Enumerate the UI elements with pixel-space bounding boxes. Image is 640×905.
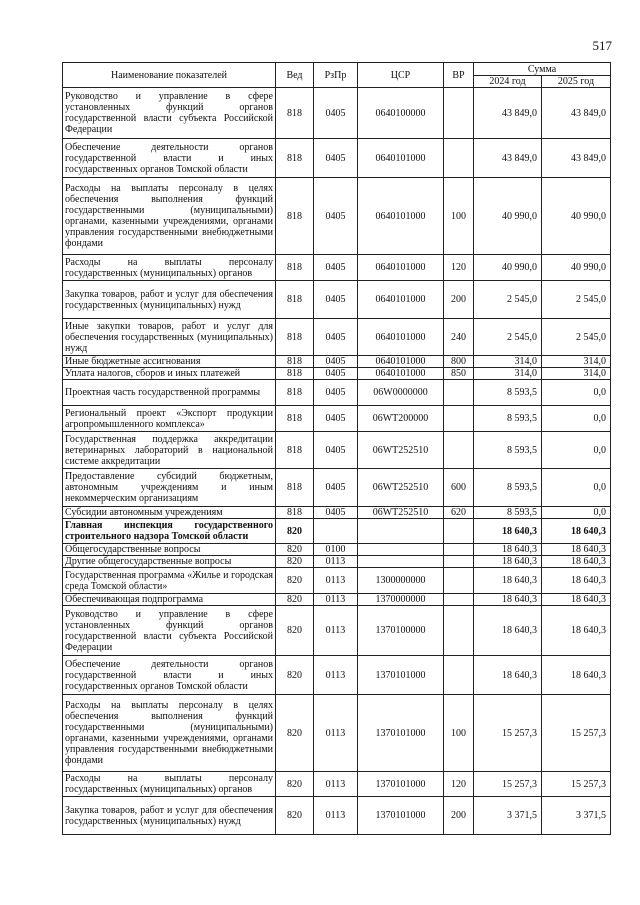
cell-2025: 18 640,3 bbox=[542, 568, 611, 594]
cell-2025: 314,0 bbox=[542, 368, 611, 380]
header-ved: Вед bbox=[276, 63, 314, 88]
cell-rzpr: 0405 bbox=[314, 356, 358, 368]
cell-name: Расходы на выплаты персоналу в целях обеспечения выполнения функций государственными (муниципальными) органами, казенными учреждениями, органами управления государственными внебюджетными фондами bbox=[63, 695, 276, 772]
cell-ved: 820 bbox=[276, 519, 314, 544]
table-row bbox=[63, 544, 611, 556]
cell-ved: 820 bbox=[276, 797, 314, 835]
cell-ved: 818 bbox=[276, 255, 314, 281]
cell-2025: 0,0 bbox=[542, 380, 611, 406]
cell-ved: 818 bbox=[276, 356, 314, 368]
header-year-2025: 2025 год bbox=[542, 76, 611, 88]
cell-csr: 1370000000 bbox=[358, 594, 444, 606]
table-row bbox=[63, 469, 611, 507]
cell-csr bbox=[358, 544, 444, 556]
cell-2024: 18 640,3 bbox=[474, 556, 542, 568]
cell-csr: 0640101000 bbox=[358, 368, 444, 380]
cell-name: Главная инспекция государственного строительного надзора Томской области bbox=[63, 519, 276, 544]
cell-rzpr: 0405 bbox=[314, 88, 358, 139]
table-row bbox=[63, 772, 611, 797]
cell-vr bbox=[444, 556, 474, 568]
cell-vr bbox=[444, 656, 474, 695]
cell-vr bbox=[444, 606, 474, 656]
cell-2025: 18 640,3 bbox=[542, 656, 611, 695]
header-name: Наименование показателей bbox=[63, 63, 276, 88]
cell-rzpr: 0113 bbox=[314, 568, 358, 594]
cell-2025: 0,0 bbox=[542, 469, 611, 507]
cell-ved: 818 bbox=[276, 319, 314, 356]
cell-2025: 18 640,3 bbox=[542, 606, 611, 656]
cell-2025: 15 257,3 bbox=[542, 772, 611, 797]
cell-2024: 18 640,3 bbox=[474, 606, 542, 656]
cell-ved: 818 bbox=[276, 368, 314, 380]
cell-2025: 43 849,0 bbox=[542, 88, 611, 139]
cell-rzpr: 0405 bbox=[314, 319, 358, 356]
cell-vr: 200 bbox=[444, 281, 474, 319]
table-row bbox=[63, 356, 611, 368]
cell-vr: 120 bbox=[444, 772, 474, 797]
cell-2024: 8 593,5 bbox=[474, 406, 542, 432]
header-year-2024: 2024 год bbox=[474, 76, 542, 88]
cell-ved: 818 bbox=[276, 281, 314, 319]
cell-rzpr: 0405 bbox=[314, 368, 358, 380]
cell-vr bbox=[444, 380, 474, 406]
table-row bbox=[63, 178, 611, 255]
cell-2024: 18 640,3 bbox=[474, 656, 542, 695]
cell-name: Предоставление субсидий бюджетным, автономным учреждениям и иным некоммерческим организациям bbox=[63, 469, 276, 507]
cell-csr: 0640101000 bbox=[358, 356, 444, 368]
cell-2024: 15 257,3 bbox=[474, 695, 542, 772]
cell-vr: 850 bbox=[444, 368, 474, 380]
cell-vr bbox=[444, 88, 474, 139]
cell-name: Закупка товаров, работ и услуг для обеспечения государственных (муниципальных) нужд bbox=[63, 281, 276, 319]
cell-csr: 06W0000000 bbox=[358, 380, 444, 406]
cell-csr: 1370101000 bbox=[358, 772, 444, 797]
cell-rzpr: 0405 bbox=[314, 281, 358, 319]
cell-2025: 18 640,3 bbox=[542, 594, 611, 606]
cell-2024: 8 593,5 bbox=[474, 469, 542, 507]
table-row bbox=[63, 88, 611, 139]
cell-rzpr: 0405 bbox=[314, 469, 358, 507]
cell-csr: 0640101000 bbox=[358, 255, 444, 281]
cell-2024: 40 990,0 bbox=[474, 255, 542, 281]
cell-name: Иные закупки товаров, работ и услуг для обеспечения государственных (муниципальных) нужд bbox=[63, 319, 276, 356]
cell-name: Руководство и управление в сфере установленных функций органов государственной власти субъекта Российской Федерации bbox=[63, 88, 276, 139]
cell-csr: 0640101000 bbox=[358, 281, 444, 319]
cell-2025: 2 545,0 bbox=[542, 281, 611, 319]
cell-2024: 18 640,3 bbox=[474, 544, 542, 556]
cell-ved: 820 bbox=[276, 695, 314, 772]
cell-name: Обеспечение деятельности органов государственной власти и иных государственных органов Томской области bbox=[63, 139, 276, 178]
table-row bbox=[63, 568, 611, 594]
cell-rzpr: 0405 bbox=[314, 178, 358, 255]
table-row bbox=[63, 556, 611, 568]
cell-rzpr: 0405 bbox=[314, 432, 358, 469]
cell-ved: 818 bbox=[276, 88, 314, 139]
cell-2024: 18 640,3 bbox=[474, 519, 542, 544]
table-row bbox=[63, 432, 611, 469]
header-csr: ЦСР bbox=[358, 63, 444, 88]
cell-rzpr: 0113 bbox=[314, 556, 358, 568]
cell-csr: 06WT252510 bbox=[358, 507, 444, 519]
cell-rzpr: 0405 bbox=[314, 406, 358, 432]
cell-name: Общегосударственные вопросы bbox=[63, 544, 276, 556]
cell-2024: 43 849,0 bbox=[474, 88, 542, 139]
cell-ved: 818 bbox=[276, 469, 314, 507]
cell-2025: 18 640,3 bbox=[542, 556, 611, 568]
cell-csr: 1370101000 bbox=[358, 695, 444, 772]
cell-vr bbox=[444, 544, 474, 556]
table-row bbox=[63, 695, 611, 772]
header-vr: ВР bbox=[444, 63, 474, 88]
table-row bbox=[63, 507, 611, 519]
cell-rzpr: 0405 bbox=[314, 507, 358, 519]
cell-vr bbox=[444, 139, 474, 178]
cell-name: Руководство и управление в сфере установленных функций органов государственной власти субъекта Российской Федерации bbox=[63, 606, 276, 656]
table-row bbox=[63, 406, 611, 432]
cell-2024: 2 545,0 bbox=[474, 281, 542, 319]
cell-vr: 120 bbox=[444, 255, 474, 281]
cell-vr bbox=[444, 406, 474, 432]
cell-rzpr: 0405 bbox=[314, 139, 358, 178]
cell-2025: 40 990,0 bbox=[542, 255, 611, 281]
cell-name: Расходы на выплаты персоналу государственных (муниципальных) органов bbox=[63, 255, 276, 281]
cell-2025: 0,0 bbox=[542, 507, 611, 519]
cell-rzpr: 0405 bbox=[314, 255, 358, 281]
cell-vr: 800 bbox=[444, 356, 474, 368]
cell-name: Расходы на выплаты персоналу государственных (муниципальных) органов bbox=[63, 772, 276, 797]
cell-rzpr: 0405 bbox=[314, 380, 358, 406]
table-row bbox=[63, 519, 611, 544]
cell-vr: 100 bbox=[444, 178, 474, 255]
cell-vr: 620 bbox=[444, 507, 474, 519]
cell-csr: 1370101000 bbox=[358, 656, 444, 695]
cell-rzpr bbox=[314, 519, 358, 544]
table-row bbox=[63, 606, 611, 656]
header-rzpr: РзПр bbox=[314, 63, 358, 88]
cell-2025: 0,0 bbox=[542, 406, 611, 432]
cell-vr bbox=[444, 432, 474, 469]
table-row bbox=[63, 255, 611, 281]
cell-name: Проектная часть государственной программы bbox=[63, 380, 276, 406]
cell-vr: 100 bbox=[444, 695, 474, 772]
cell-csr: 0640100000 bbox=[358, 88, 444, 139]
cell-ved: 820 bbox=[276, 594, 314, 606]
cell-2025: 40 990,0 bbox=[542, 178, 611, 255]
cell-2024: 314,0 bbox=[474, 356, 542, 368]
cell-ved: 820 bbox=[276, 556, 314, 568]
cell-vr: 200 bbox=[444, 797, 474, 835]
cell-ved: 820 bbox=[276, 606, 314, 656]
table-row bbox=[63, 139, 611, 178]
cell-csr: 1370100000 bbox=[358, 606, 444, 656]
cell-rzpr: 0113 bbox=[314, 606, 358, 656]
cell-name: Обеспечение деятельности органов государственной власти и иных государственных органов Томской области bbox=[63, 656, 276, 695]
cell-ved: 818 bbox=[276, 380, 314, 406]
cell-name: Субсидии автономным учреждениям bbox=[63, 507, 276, 519]
cell-2024: 2 545,0 bbox=[474, 319, 542, 356]
cell-2025: 15 257,3 bbox=[542, 695, 611, 772]
cell-ved: 820 bbox=[276, 656, 314, 695]
cell-rzpr: 0113 bbox=[314, 656, 358, 695]
cell-vr: 600 bbox=[444, 469, 474, 507]
cell-csr bbox=[358, 519, 444, 544]
cell-csr: 1370101000 bbox=[358, 797, 444, 835]
cell-rzpr: 0113 bbox=[314, 772, 358, 797]
cell-rzpr: 0113 bbox=[314, 797, 358, 835]
table-row bbox=[63, 797, 611, 835]
cell-2024: 8 593,5 bbox=[474, 432, 542, 469]
cell-name: Уплата налогов, сборов и иных платежей bbox=[63, 368, 276, 380]
cell-2024: 8 593,5 bbox=[474, 380, 542, 406]
cell-csr: 06WT252510 bbox=[358, 469, 444, 507]
cell-rzpr: 0113 bbox=[314, 594, 358, 606]
cell-2024: 8 593,5 bbox=[474, 507, 542, 519]
cell-2024: 18 640,3 bbox=[474, 568, 542, 594]
cell-csr: 0640101000 bbox=[358, 319, 444, 356]
cell-vr: 240 bbox=[444, 319, 474, 356]
cell-ved: 818 bbox=[276, 432, 314, 469]
cell-name: Государственная программа «Жилье и городская среда Томской области» bbox=[63, 568, 276, 594]
table-row bbox=[63, 368, 611, 380]
cell-2024: 40 990,0 bbox=[474, 178, 542, 255]
cell-name: Государственная поддержка аккредитации ветеринарных лабораторий в национальной системе аккредитации bbox=[63, 432, 276, 469]
cell-csr: 06WT252510 bbox=[358, 432, 444, 469]
cell-rzpr: 0113 bbox=[314, 695, 358, 772]
cell-2024: 3 371,5 bbox=[474, 797, 542, 835]
cell-vr bbox=[444, 594, 474, 606]
cell-2025: 18 640,3 bbox=[542, 519, 611, 544]
cell-ved: 820 bbox=[276, 568, 314, 594]
budget-table bbox=[62, 62, 611, 835]
cell-2025: 314,0 bbox=[542, 356, 611, 368]
cell-ved: 818 bbox=[276, 507, 314, 519]
cell-2024: 43 849,0 bbox=[474, 139, 542, 178]
cell-name: Другие общегосударственные вопросы bbox=[63, 556, 276, 568]
cell-ved: 818 bbox=[276, 178, 314, 255]
header-sum: Сумма bbox=[474, 63, 611, 76]
cell-name: Обеспечивающая подпрограмма bbox=[63, 594, 276, 606]
cell-ved: 820 bbox=[276, 772, 314, 797]
table-row bbox=[63, 380, 611, 406]
cell-2024: 314,0 bbox=[474, 368, 542, 380]
cell-csr bbox=[358, 556, 444, 568]
table-row bbox=[63, 319, 611, 356]
cell-vr bbox=[444, 568, 474, 594]
page-number: 517 bbox=[592, 38, 612, 53]
cell-csr: 0640101000 bbox=[358, 178, 444, 255]
cell-2025: 2 545,0 bbox=[542, 319, 611, 356]
cell-rzpr: 0100 bbox=[314, 544, 358, 556]
cell-csr: 06WT200000 bbox=[358, 406, 444, 432]
cell-vr bbox=[444, 519, 474, 544]
cell-name: Иные бюджетные ассигнования bbox=[63, 356, 276, 368]
cell-csr: 0640101000 bbox=[358, 139, 444, 178]
cell-2025: 0,0 bbox=[542, 432, 611, 469]
cell-2024: 18 640,3 bbox=[474, 594, 542, 606]
cell-name: Расходы на выплаты персоналу в целях обеспечения выполнения функций государственными (муниципальными) органами, казенными учреждениями, органами управления государственными внебюджетными фондами bbox=[63, 178, 276, 255]
table-body bbox=[63, 88, 611, 835]
cell-2025: 43 849,0 bbox=[542, 139, 611, 178]
cell-ved: 820 bbox=[276, 544, 314, 556]
cell-ved: 818 bbox=[276, 139, 314, 178]
cell-2025: 18 640,3 bbox=[542, 544, 611, 556]
cell-name: Региональный проект «Экспорт продукции агропромышленного комплекса» bbox=[63, 406, 276, 432]
table-row bbox=[63, 594, 611, 606]
table-row bbox=[63, 656, 611, 695]
table-row bbox=[63, 281, 611, 319]
cell-ved: 818 bbox=[276, 406, 314, 432]
cell-csr: 1300000000 bbox=[358, 568, 444, 594]
cell-name: Закупка товаров, работ и услуг для обеспечения государственных (муниципальных) нужд bbox=[63, 797, 276, 835]
cell-2025: 3 371,5 bbox=[542, 797, 611, 835]
cell-2024: 15 257,3 bbox=[474, 772, 542, 797]
